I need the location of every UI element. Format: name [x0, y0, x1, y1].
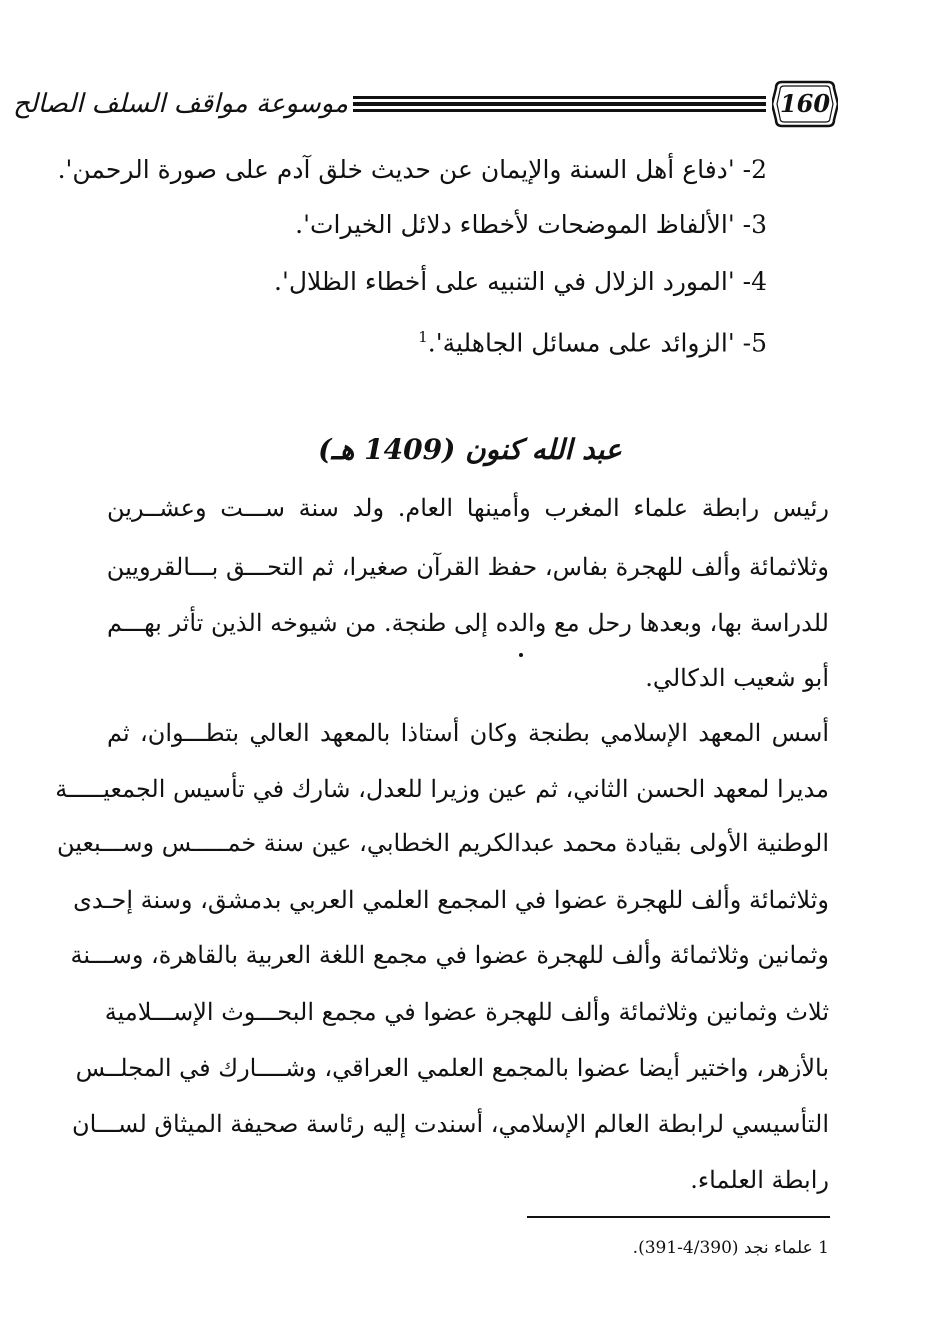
page-number-badge — [772, 78, 838, 130]
list-item: 3- 'الألفاظ الموضحات لأخطاء دلائل الخيرات'. — [295, 210, 767, 239]
paragraph-line: أبو شعيب الدكالي. — [645, 664, 829, 692]
paragraph-line: التأسيسي لرابطة العالم الإسلامي، أسندت إليه رئاسة صحيفة الميثاق لســـان — [72, 1110, 829, 1138]
section-heading: عبد الله كنون (1409 هـ) — [318, 433, 622, 466]
footnote-separator — [527, 1216, 830, 1218]
paragraph-line: رئيس رابطة علماء المغرب وأمينها العام. ولد سنة ســـت وعشــرين — [107, 494, 829, 522]
page-header — [13, 74, 848, 134]
paragraph-line: ثلاث وثمانين وثلاثمائة وألف للهجرة عضوا في مجمع البحـــوث الإســـلامية — [104, 998, 829, 1026]
list-item: 4- 'المورد الزلال في التنبيه على أخطاء الظلال'. — [274, 267, 767, 296]
paragraph-line: وثلاثمائة وألف للهجرة عضوا في المجمع العلمي العربي بدمشق، وسنة إحـدى — [73, 886, 829, 914]
paragraph-line: أسس المعهد الإسلامي بطنجة وكان أستاذا بالمعهد العالي بتطـــوان، ثم — [107, 719, 830, 747]
list-item: 5- 'الزوائد على مسائل الجاهلية'.$^1$ — [418, 328, 767, 358]
paragraph-line: بالأزهر، واختير أيضا عضوا بالمجمع العلمي العراقي، وشــــارك في المجلــس — [75, 1054, 829, 1082]
header-rule — [353, 96, 766, 112]
paragraph-line: وثمانين وثلاثمائة وألف للهجرة عضوا في مجمع اللغة العربية بالقاهرة، وســـنة — [70, 941, 829, 969]
paragraph-line: للدراسة بها، وبعدها رحل مع والده إلى طنجة. من شيوخه الذين تأثر بهـــم — [107, 609, 829, 637]
book-title: موسوعة مواقف السلف الصالح — [13, 89, 348, 119]
print-speck — [519, 653, 523, 657]
paragraph-line: رابطة العلماء. — [690, 1166, 829, 1194]
footnote — [409, 1234, 829, 1262]
footnote-number: 1 — [818, 1238, 829, 1258]
footnote-text: علماء نجد (4/390-391). — [632, 1238, 813, 1258]
page-number: 160 — [779, 89, 831, 118]
list-item: 2- 'دفاع أهل السنة والإيمان عن حديث خلق آدم على صورة الرحمن'. — [57, 155, 767, 184]
paragraph-line: مديرا لمعهد الحسن الثاني، ثم عين وزيرا للعدل، شارك في تأسيس الجمعيـــــة — [55, 775, 829, 803]
footnote-reference: 1 — [418, 328, 428, 346]
paragraph-line: الوطنية الأولى بقيادة محمد عبدالكريم الخطابي، عين سنة خمـــــس وســـبعين — [56, 829, 829, 857]
paragraph-line: وثلاثمائة وألف للهجرة بفاس، حفظ القرآن صغيرا، ثم التحـــق بـــالقرويين — [106, 553, 829, 581]
